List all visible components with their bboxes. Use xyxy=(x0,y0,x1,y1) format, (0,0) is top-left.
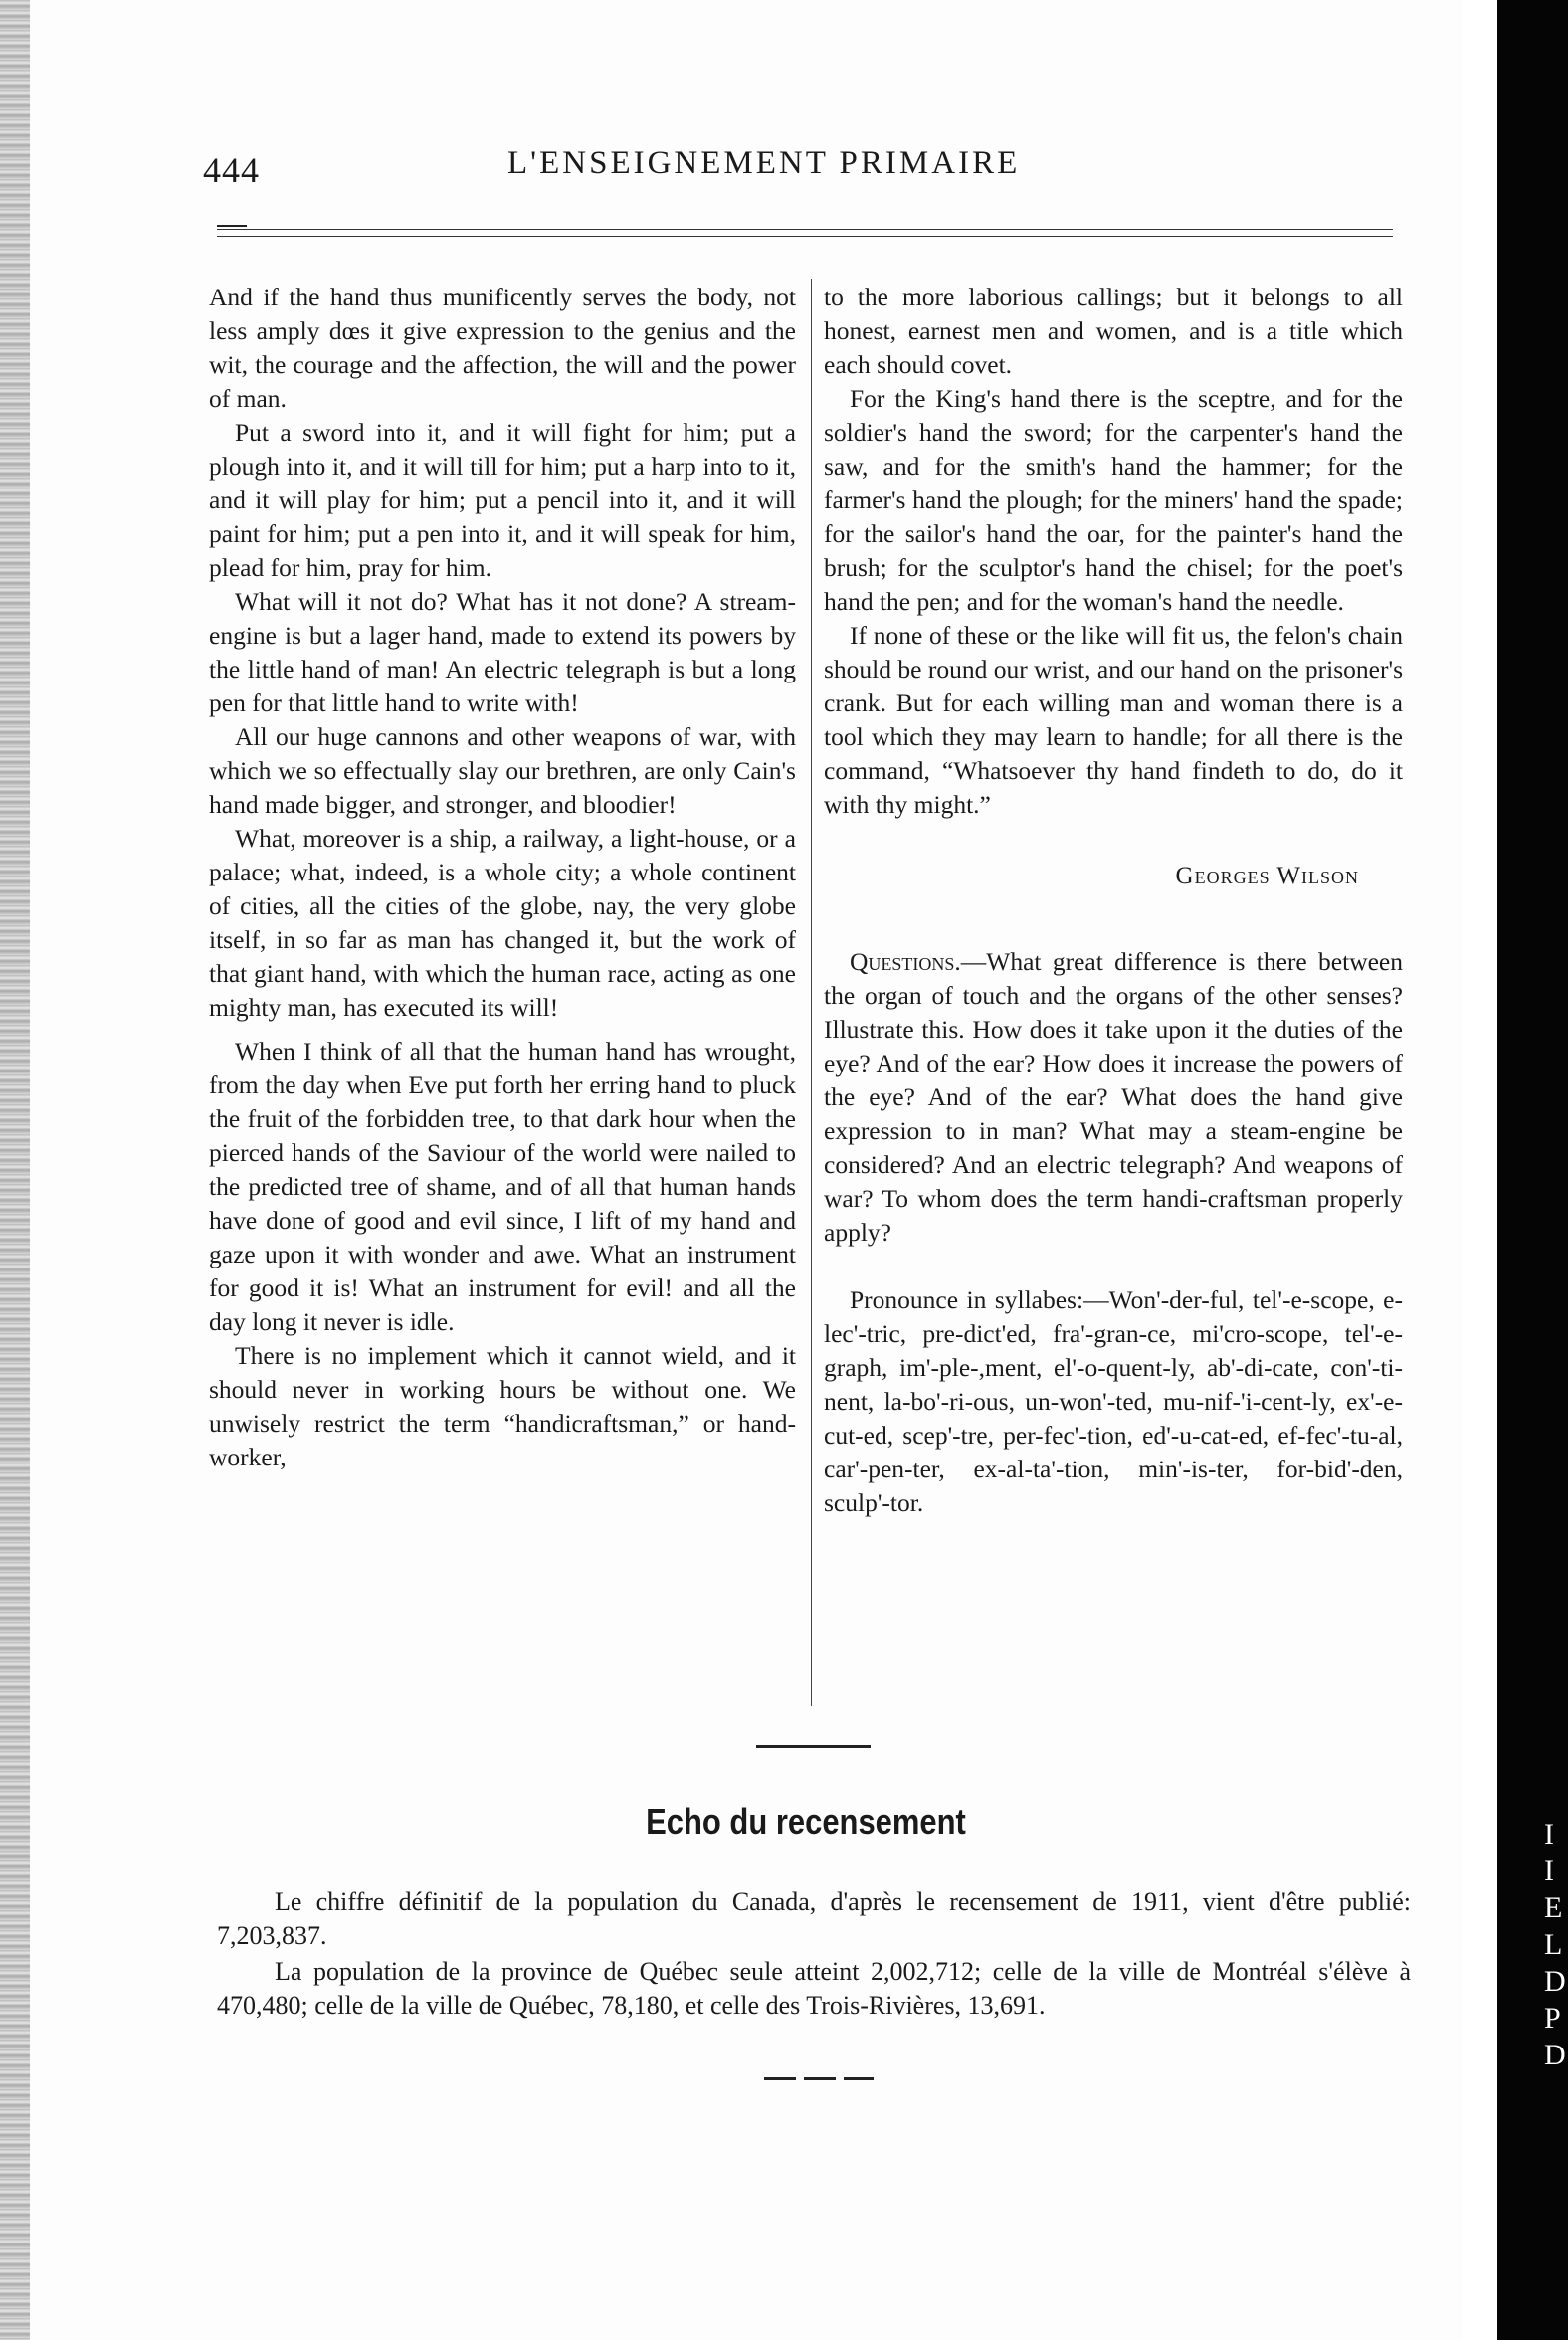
header-rule xyxy=(217,229,1393,237)
census-section xyxy=(217,1885,1411,2025)
pronunciation-paragraph: Pronounce in syllabes:—Won'-der-ful, tel'-e-scope, e-lec'-tric, pre-dict'ed, fra'-gran-ce, mi'cro-scope, tel'-e-graph, im'-ple-,ment, el'-o-quent-ly, ab'-di-cate, con'-ti-nent, la-bo'-ri-ous, un-won'-ted, mu-nif-'i-cent-ly, ex'-e-cut-ed, scep'-tre, per-fec'-tion, ed'-u-cat-ed, ef-fec'-tu-al, car'-pen-ter, ex-al-ta'-tion, min'-is-ter, for-bid'-den, sculp'-tor. xyxy=(824,1285,1403,1517)
author-signature: Georges Wilson xyxy=(1175,863,1359,889)
running-head: L'ENSEIGNEMENT PRIMAIRE xyxy=(507,145,1021,181)
questions-label: Questions. xyxy=(850,947,961,976)
edge-letter: P xyxy=(1544,2002,1561,2035)
edge-letter: I xyxy=(1544,1818,1554,1851)
edge-letter: D xyxy=(1544,1965,1566,1998)
end-ornament-rule xyxy=(764,2077,874,2080)
paragraph: There is no implement which it cannot wield, and it should never in working hours be without one. We unwisely restrict the term “handicraftsman,” or hand-worker, xyxy=(209,1341,796,1471)
paragraph: Le chiffre définitif de la population du Canada, d'après le recensement de 1911, vient d'être publié: 7,203,837. xyxy=(217,1887,1411,1950)
questions-paragraph xyxy=(824,945,1403,1250)
next-page-edge-letters xyxy=(1544,1816,1568,2073)
paragraph: La population de la province de Québec seule atteint 2,002,712; celle de la ville de Montréal s'élève à 470,480; celle de la ville de Québec, 78,180, et celle des Trois-Rivières, 13,691. xyxy=(217,1957,1411,2020)
header-tick xyxy=(217,225,247,227)
paragraph: What, moreover is a ship, a railway, a light-house, or a palace; what, indeed, is a whole city; a whole continent of cities, all the cities of the globe, nay, the very globe itself, in so far as man has changed it, but the work of that giant hand, with which the human race, acting as one mighty man, has executed its will! xyxy=(209,824,796,1022)
questions-text: —What great difference is there between the organ of touch and the organs of the other senses? Illustrate this. How does it take upon it the duties of the eye? And of the ear? How does it increase the powers of the eye? And of the ear? What does the hand give expression to in man? What may a steam-engine be considered? And an electric telegraph? And weapons of war? To whom does the term handi-craftsman properly apply? xyxy=(824,947,1403,1247)
edge-letter: E xyxy=(1544,1891,1563,1924)
paragraph: Put a sword into it, and it will fight for him; put a plough into it, and it will till for him; put a harp into to it, and it will play for him; put a pencil into it, and it will paint for him; put a pen into it, and it will speak for him, plead for him, pray for him. xyxy=(209,418,796,582)
page-number: 444 xyxy=(203,150,260,190)
edge-letter: L xyxy=(1544,1928,1563,1961)
edge-letter: I xyxy=(1544,1854,1554,1887)
left-column xyxy=(209,281,796,1474)
paragraph: What will it not do? What has it not done? A stream-engine is but a lager hand, made to extend its powers by the little hand of man! An electric telegraph is but a long pen for that little hand to write with! xyxy=(209,587,796,717)
column-divider xyxy=(811,279,812,1706)
scan-left-edge xyxy=(0,0,30,2340)
paragraph: For the King's hand there is the sceptre, and for the soldier's hand the sword; for the carpenter's hand the saw, and for the smith's hand the hammer; for the farmer's hand the plough; for the miners' hand the spade; for the sailor's hand the oar, for the painter's hand the brush; for the sculptor's hand the chisel; for the poet's hand the pen; and for the woman's hand the needle. xyxy=(824,384,1403,616)
section-separator xyxy=(756,1745,871,1748)
paragraph: All our huge cannons and other weapons of war, with which we so effectually slay our brethren, are only Cain's hand made bigger, and stronger, and bloodier! xyxy=(209,722,796,819)
paragraph: to the more laborious callings; but it belongs to all honest, earnest men and women, and is a title which each should covet. xyxy=(824,283,1403,379)
paragraph: And if the hand thus munificently serves the body, not less amply dœs it give expression to the genius and the wit, the courage and the affection, the will and the power of man. xyxy=(209,283,796,413)
section-title: Echo du recensement xyxy=(646,1801,966,1842)
paragraph: When I think of all that the human hand has wrought, from the day when Eve put forth her erring hand to pluck the fruit of the forbidden tree, to that dark hour when the pierced hands of the Saviour of the world were nailed to the predicted tree of shame, and of all that human hands have done of good and evil since, I lift of my hand and gaze upon it with wonder and awe. What an instrument for good it is! What an instrument for evil! and all the day long it never is idle. xyxy=(209,1037,796,1336)
paragraph: If none of these or the like will fit us, the felon's chain should be round our wrist, and our hand on the prisoner's crank. But for each willing man and woman there is a tool which they may learn to handle; for all there is the command, “Whatsoever thy hand findeth to do, do it with thy might.” xyxy=(824,621,1403,819)
edge-letter: D xyxy=(1544,2039,1566,2071)
right-column xyxy=(824,281,1403,1520)
